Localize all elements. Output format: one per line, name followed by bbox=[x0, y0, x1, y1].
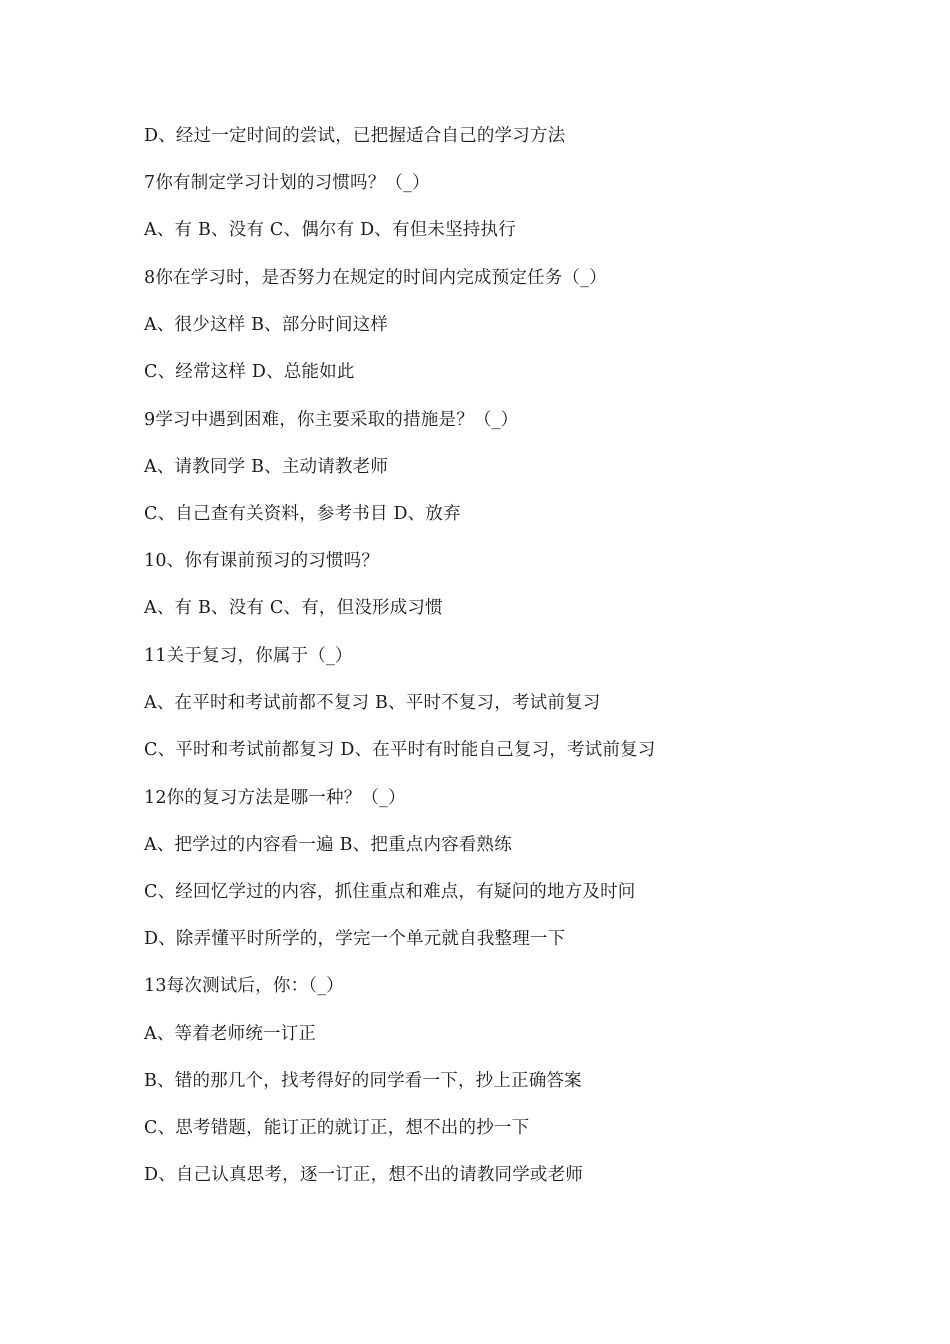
question-line: 11关于复习，你属于（_） bbox=[144, 646, 353, 666]
option-line: A、请教同学 B、主动请教老师 bbox=[144, 457, 389, 477]
question-line: 13每次测试后，你：（_） bbox=[144, 976, 344, 996]
question-line: 10、你有课前预习的习惯吗？ bbox=[144, 551, 380, 571]
question-line: 9学习中遇到困难，你主要采取的措施是？（_） bbox=[144, 410, 519, 430]
question-line: 7你有制定学习计划的习惯吗？（_） bbox=[144, 173, 430, 193]
option-line: A、在平时和考试前都不复习 B、平时不复习，考试前复习 bbox=[144, 693, 601, 713]
option-line: A、有 B、没有 C、有，但没形成习惯 bbox=[144, 598, 443, 618]
option-line: B、错的那几个，找考得好的同学看一下，抄上正确答案 bbox=[144, 1071, 582, 1091]
option-line: C、自己查有关资料，参考书目 D、放弃 bbox=[144, 504, 461, 524]
option-line: D、除弄懂平时所学的，学完一个单元就自我整理一下 bbox=[144, 929, 566, 949]
option-line: A、等着老师统一订正 bbox=[144, 1024, 317, 1044]
option-line: C、平时和考试前都复习 D、在平时有时能自己复习，考试前复习 bbox=[144, 740, 656, 760]
option-line: D、自己认真思考，逐一订正，想不出的请教同学或老师 bbox=[144, 1165, 584, 1185]
option-line: C、经回忆学过的内容，抓住重点和难点，有疑问的地方及时问 bbox=[144, 882, 636, 902]
option-line: A、把学过的内容看一遍 B、把重点内容看熟练 bbox=[144, 835, 512, 855]
option-line: A、很少这样 B、部分时间这样 bbox=[144, 315, 389, 335]
question-line: 12你的复习方法是哪一种？（_） bbox=[144, 788, 406, 808]
option-line: C、经常这样 D、总能如此 bbox=[144, 362, 355, 382]
option-line: D、经过一定时间的尝试，已把握适合自己的学习方法 bbox=[144, 126, 566, 146]
question-line: 8你在学习时，是否努力在规定的时间内完成预定任务（_） bbox=[144, 268, 607, 288]
option-line: C、思考错题，能订正的就订正，想不出的抄一下 bbox=[144, 1118, 530, 1138]
option-line: A、有 B、没有 C、偶尔有 D、有但未坚持执行 bbox=[144, 220, 516, 240]
